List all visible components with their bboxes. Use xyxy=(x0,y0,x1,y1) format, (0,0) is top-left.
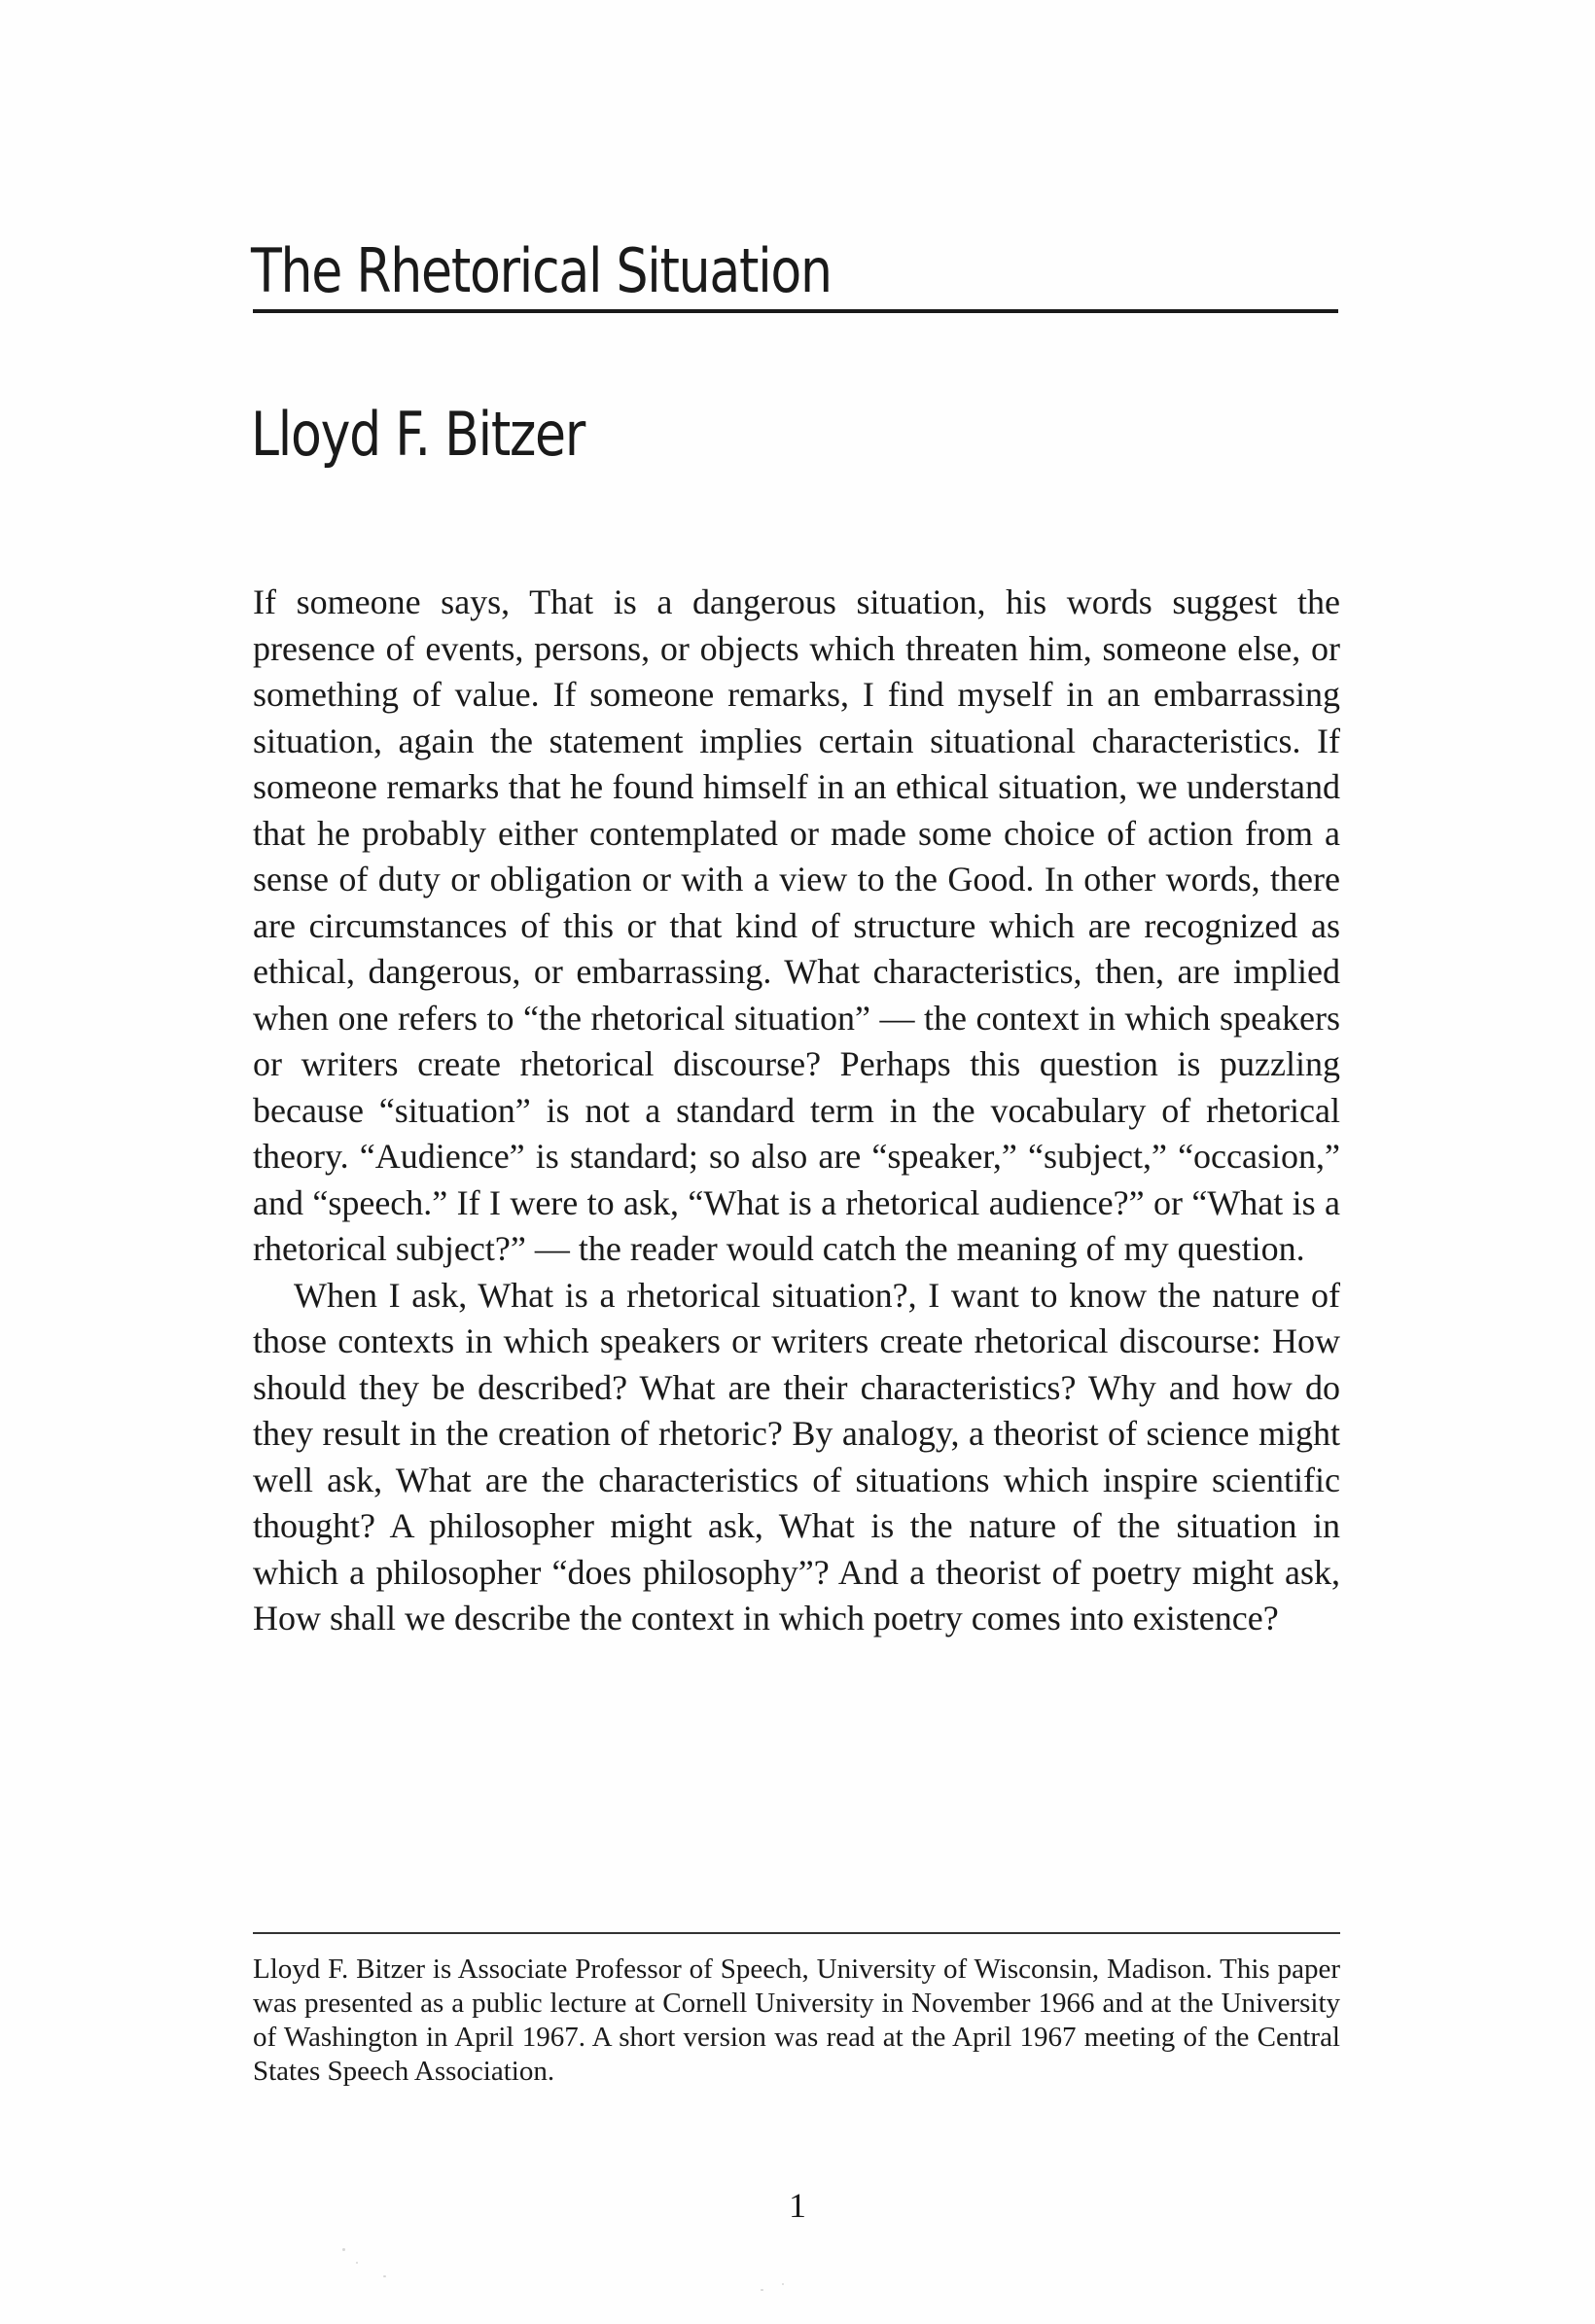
article-author: Lloyd F. Bitzer xyxy=(251,399,585,470)
scan-speck xyxy=(761,2289,763,2291)
scan-speck xyxy=(342,2248,345,2251)
scan-speck xyxy=(782,2283,784,2285)
title-divider xyxy=(253,309,1338,313)
paragraph-1: If someone says, That is a dangerous situation, his words suggest the presence of events, persons, or objects which threaten him, someone else, or something of value. If someone remarks, I find myself in an embarrassing situation, again the statement implies certain situational characteristics. If someone remarks that he found himself in an ethical situation, we understand that he probably either contemplated or made some choice of action from a sense of duty or obligation or with a view to the Good. In other words, there are circumstances of this or that kind of structure which are recognized as ethical, dangerous, or embarrassing. What characteristics, then, are implied when one refers to “the rhetorical situation” — the context in which speakers or writers create rhetorical discourse? Perhaps this question is puzzling because “situation” is not a standard term in the vocabulary of rhetorical theory. “Audience” is standard; so also are “speaker,” “subject,” “occasion,” and “speech.” If I were to ask, “What is a rhetorical audience?” or “What is a rhetorical subject?” — the reader would catch the meaning of my question. xyxy=(253,582,1340,1268)
paragraph-2: When I ask, What is a rhetorical situation?, I want to know the nature of those contexts in which speakers or writers create rhetorical discourse: How should they be described? What are their characteristics? Why and how do they result in the creation of rhetoric? By analogy, a theorist of science might well ask, What are the characteristics of situations which inspire scientific thought? A philosopher might ask, What is the nature of the situation in which a philosopher “does philosophy”? And a theorist of poetry might ask, How shall we describe the context in which poetry comes into existence? xyxy=(253,1275,1340,1637)
author-footnote: Lloyd F. Bitzer is Associate Professor of Speech, University of Wisconsin, Madison. This paper was presented as a public lecture at Cornell University in November 1966 and at the University of Washington in April 1967. A short version was read at the April 1967 meeting of the Central States Speech Association. xyxy=(253,1954,1340,2087)
article-body xyxy=(253,580,1340,1642)
footnote-divider xyxy=(253,1932,1340,1934)
article-title: The Rhetorical Situation xyxy=(251,235,832,306)
page-number: 1 xyxy=(789,2186,806,2225)
scan-speck xyxy=(356,2262,358,2264)
scan-speck xyxy=(383,2275,386,2277)
